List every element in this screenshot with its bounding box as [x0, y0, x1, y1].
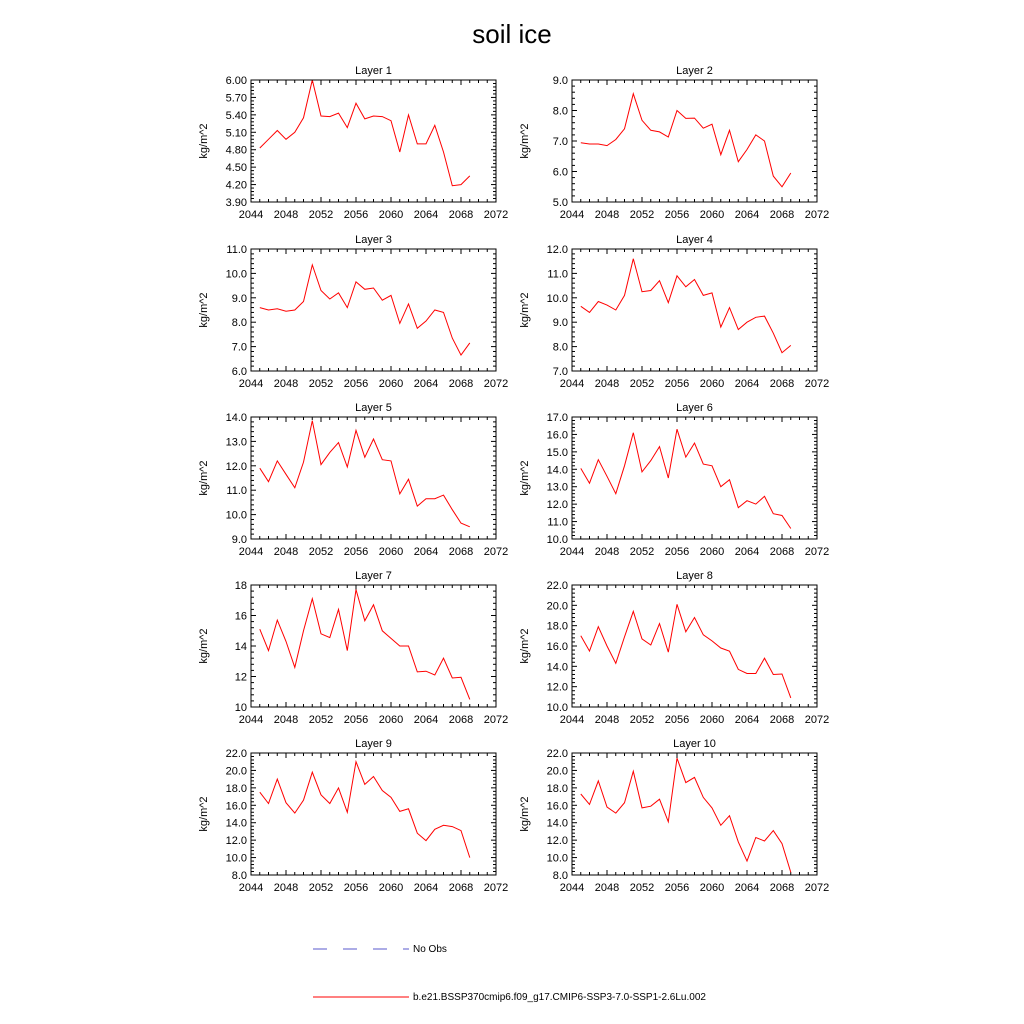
- y-tick-label: 13.0: [546, 481, 568, 494]
- y-axis-label: kg/m^2: [519, 628, 531, 664]
- series-line: [260, 762, 470, 858]
- y-tick-label: 7.0: [231, 341, 247, 354]
- y-tick-label: 9.0: [231, 292, 247, 305]
- y-tick-label: 8.0: [552, 870, 568, 882]
- y-axis-label: kg/m^2: [198, 628, 210, 664]
- legend-model-label: b.e21.BSSP370cmip6.f09_g17.CMIP6-SSP3-7.0-SSP1-2.6Lu.002: [413, 992, 706, 1003]
- x-tick-label: 2056: [343, 209, 369, 221]
- x-tick-label: 2060: [699, 378, 725, 390]
- panels-grid: [198, 65, 829, 894]
- x-tick-label: 2068: [448, 882, 474, 894]
- x-tick-label: 2068: [769, 714, 795, 726]
- y-tick-label: 11.0: [226, 485, 247, 498]
- y-tick-label: 12.0: [225, 460, 247, 473]
- x-tick-label: 2052: [629, 546, 655, 558]
- y-tick-label: 6.0: [552, 166, 568, 179]
- y-tick-label: 8.0: [231, 870, 247, 882]
- x-tick-label: 2060: [378, 546, 404, 558]
- y-tick-label: 15.0: [546, 446, 568, 459]
- y-axis-label: kg/m^2: [198, 123, 210, 159]
- y-tick-label: 20.0: [546, 600, 568, 613]
- series-line: [581, 259, 791, 353]
- x-tick-label: 2064: [734, 209, 760, 221]
- y-tick-label: 9.0: [231, 534, 247, 546]
- x-tick-label: 2048: [594, 546, 620, 558]
- x-tick-label: 2044: [559, 714, 585, 726]
- x-tick-label: 2056: [343, 378, 369, 390]
- x-tick-label: 2060: [699, 209, 725, 221]
- x-tick-label: 2044: [559, 209, 585, 221]
- x-tick-label: 2060: [699, 882, 725, 894]
- plot-frame: [251, 80, 496, 202]
- panel-8: [519, 570, 829, 726]
- x-tick-label: 2052: [308, 546, 334, 558]
- panel-title: Layer 3: [355, 234, 392, 246]
- x-tick-label: 2048: [594, 882, 620, 894]
- y-tick-label: 9.0: [552, 317, 568, 330]
- x-tick-label: 2068: [448, 209, 474, 221]
- panel-6: [519, 402, 829, 558]
- x-tick-label: 2064: [734, 714, 760, 726]
- y-tick-label: 4.80: [225, 144, 247, 157]
- panel-title: Layer 1: [355, 65, 392, 77]
- panel-title: Layer 2: [676, 65, 713, 77]
- y-axis-label: kg/m^2: [519, 796, 531, 832]
- plot-frame: [251, 753, 496, 875]
- y-tick-label: 10.0: [225, 268, 247, 281]
- x-tick-label: 2064: [413, 714, 439, 726]
- y-tick-label: 13.0: [225, 436, 247, 449]
- y-tick-label: 14.0: [546, 464, 568, 477]
- legend-obs-label: No Obs: [413, 944, 447, 955]
- x-tick-label: 2068: [448, 714, 474, 726]
- x-tick-label: 2068: [769, 882, 795, 894]
- y-axis-label: kg/m^2: [198, 292, 210, 328]
- y-tick-label: 8.0: [552, 105, 568, 118]
- x-tick-label: 2052: [308, 378, 334, 390]
- x-tick-label: 2056: [664, 209, 690, 221]
- x-tick-label: 2072: [483, 546, 509, 558]
- y-tick-label: 5.0: [552, 197, 568, 209]
- y-tick-label: 5.10: [225, 127, 247, 140]
- x-tick-label: 2068: [448, 378, 474, 390]
- x-tick-label: 2048: [273, 378, 299, 390]
- panel-10: [519, 738, 829, 894]
- x-tick-label: 2056: [664, 882, 690, 894]
- y-tick-label: 10: [234, 702, 247, 714]
- plot-frame: [572, 753, 817, 875]
- x-tick-label: 2052: [308, 209, 334, 221]
- y-tick-label: 14.0: [225, 817, 247, 830]
- series-line: [260, 421, 470, 527]
- x-tick-label: 2056: [664, 546, 690, 558]
- x-tick-label: 2068: [769, 546, 795, 558]
- series-line: [581, 604, 791, 698]
- y-tick-label: 18.0: [546, 782, 568, 795]
- y-tick-label: 7.0: [552, 366, 568, 378]
- x-tick-label: 2072: [804, 209, 830, 221]
- x-tick-label: 2060: [699, 714, 725, 726]
- plot-frame: [572, 80, 817, 202]
- y-axis-label: kg/m^2: [198, 460, 210, 496]
- panel-7: [198, 570, 508, 726]
- y-tick-label: 5.40: [225, 109, 247, 122]
- y-tick-label: 12: [234, 671, 247, 684]
- x-tick-label: 2064: [734, 546, 760, 558]
- y-tick-label: 9.0: [552, 75, 568, 87]
- series-line: [260, 80, 470, 186]
- y-tick-label: 20.0: [225, 765, 247, 778]
- y-tick-label: 16.0: [225, 800, 247, 813]
- y-tick-label: 20.0: [546, 765, 568, 778]
- panel-5: [198, 402, 508, 558]
- x-tick-label: 2068: [769, 209, 795, 221]
- x-tick-label: 2056: [664, 378, 690, 390]
- y-tick-label: 4.50: [225, 162, 247, 175]
- x-tick-label: 2060: [378, 209, 404, 221]
- x-tick-label: 2044: [238, 546, 264, 558]
- y-tick-label: 18.0: [546, 620, 568, 633]
- x-tick-label: 2072: [483, 209, 509, 221]
- x-tick-label: 2072: [804, 714, 830, 726]
- x-tick-label: 2072: [804, 546, 830, 558]
- x-tick-label: 2072: [804, 378, 830, 390]
- x-tick-label: 2048: [273, 209, 299, 221]
- y-tick-label: 4.20: [225, 179, 247, 192]
- y-tick-label: 14: [234, 641, 247, 653]
- x-tick-label: 2048: [273, 546, 299, 558]
- y-tick-label: 18: [234, 580, 247, 592]
- y-tick-label: 12.0: [546, 681, 568, 694]
- series-line: [581, 94, 791, 187]
- x-tick-label: 2060: [378, 714, 404, 726]
- x-tick-label: 2064: [413, 546, 439, 558]
- x-tick-label: 2048: [273, 882, 299, 894]
- y-tick-label: 22.0: [546, 748, 568, 760]
- plot-frame: [572, 249, 817, 371]
- y-tick-label: 17.0: [546, 412, 568, 424]
- panel-title: Layer 10: [673, 738, 716, 750]
- x-tick-label: 2060: [378, 378, 404, 390]
- legend: [313, 944, 706, 1003]
- x-tick-label: 2056: [343, 882, 369, 894]
- y-tick-label: 11.0: [547, 516, 568, 529]
- y-tick-label: 18.0: [225, 782, 247, 795]
- plot-frame: [572, 585, 817, 707]
- x-tick-label: 2044: [238, 882, 264, 894]
- x-tick-label: 2056: [343, 714, 369, 726]
- x-tick-label: 2044: [559, 882, 585, 894]
- x-tick-label: 2064: [734, 378, 760, 390]
- x-tick-label: 2068: [769, 378, 795, 390]
- series-line: [260, 590, 470, 700]
- x-tick-label: 2044: [238, 378, 264, 390]
- y-tick-label: 6.0: [231, 366, 247, 378]
- y-tick-label: 12.0: [546, 835, 568, 848]
- y-tick-label: 10.0: [546, 702, 568, 714]
- y-axis-label: kg/m^2: [519, 123, 531, 159]
- panel-title: Layer 7: [355, 570, 392, 582]
- x-tick-label: 2048: [594, 378, 620, 390]
- x-tick-label: 2072: [483, 714, 509, 726]
- y-tick-label: 8.0: [231, 317, 247, 330]
- x-tick-label: 2052: [308, 714, 334, 726]
- x-tick-label: 2052: [629, 882, 655, 894]
- panel-title: Layer 8: [676, 570, 713, 582]
- x-tick-label: 2052: [629, 378, 655, 390]
- panel-title: Layer 9: [355, 738, 392, 750]
- x-tick-label: 2048: [273, 714, 299, 726]
- panel-title: Layer 6: [676, 402, 713, 414]
- x-tick-label: 2060: [699, 546, 725, 558]
- x-tick-label: 2052: [629, 209, 655, 221]
- y-tick-label: 6.00: [225, 75, 247, 87]
- x-tick-label: 2068: [448, 546, 474, 558]
- y-tick-label: 10.0: [546, 292, 568, 305]
- y-axis-label: kg/m^2: [198, 796, 210, 832]
- panel-2: [519, 65, 829, 221]
- x-tick-label: 2052: [629, 714, 655, 726]
- x-tick-label: 2072: [483, 378, 509, 390]
- x-tick-label: 2048: [594, 714, 620, 726]
- y-tick-label: 14.0: [546, 661, 568, 674]
- y-tick-label: 8.0: [552, 341, 568, 354]
- y-tick-label: 12.0: [546, 244, 568, 256]
- panel-1: [198, 65, 508, 221]
- panel-title: Layer 4: [676, 234, 713, 246]
- y-tick-label: 10.0: [546, 534, 568, 546]
- y-tick-label: 16.0: [546, 429, 568, 442]
- y-tick-label: 11.0: [547, 268, 568, 281]
- y-tick-label: 22.0: [225, 748, 247, 760]
- x-tick-label: 2056: [343, 546, 369, 558]
- x-tick-label: 2064: [734, 882, 760, 894]
- x-tick-label: 2044: [559, 546, 585, 558]
- x-tick-label: 2060: [378, 882, 404, 894]
- y-tick-label: 11.0: [226, 244, 247, 256]
- y-tick-label: 12.0: [225, 835, 247, 848]
- x-tick-label: 2044: [559, 378, 585, 390]
- y-tick-label: 7.0: [552, 136, 568, 148]
- y-tick-label: 10.0: [546, 852, 568, 865]
- panel-9: [198, 738, 508, 894]
- x-tick-label: 2072: [804, 882, 830, 894]
- y-tick-label: 14.0: [225, 412, 247, 424]
- x-tick-label: 2044: [238, 209, 264, 221]
- y-tick-label: 14.0: [546, 817, 568, 830]
- x-tick-label: 2048: [594, 209, 620, 221]
- x-tick-label: 2072: [483, 882, 509, 894]
- panel-title: Layer 5: [355, 402, 392, 414]
- y-axis-label: kg/m^2: [519, 460, 531, 496]
- panel-3: [198, 234, 508, 390]
- panel-4: [519, 234, 829, 390]
- x-tick-label: 2044: [238, 714, 264, 726]
- plot-frame: [572, 417, 817, 539]
- y-tick-label: 16.0: [546, 641, 568, 653]
- figure-title: soil ice: [472, 19, 552, 49]
- series-line: [581, 758, 791, 872]
- x-tick-label: 2052: [308, 882, 334, 894]
- y-tick-label: 5.70: [225, 92, 247, 105]
- y-tick-label: 10.0: [225, 852, 247, 865]
- y-tick-label: 16.0: [546, 800, 568, 813]
- y-axis-label: kg/m^2: [519, 292, 531, 328]
- y-tick-label: 10.0: [225, 509, 247, 522]
- y-tick-label: 16: [234, 610, 247, 623]
- y-tick-label: 12.0: [546, 499, 568, 512]
- x-tick-label: 2064: [413, 882, 439, 894]
- series-line: [581, 429, 791, 528]
- y-tick-label: 3.90: [225, 197, 247, 209]
- y-tick-label: 22.0: [546, 580, 568, 592]
- series-line: [260, 265, 470, 355]
- x-tick-label: 2064: [413, 209, 439, 221]
- x-tick-label: 2064: [413, 378, 439, 390]
- x-tick-label: 2056: [664, 714, 690, 726]
